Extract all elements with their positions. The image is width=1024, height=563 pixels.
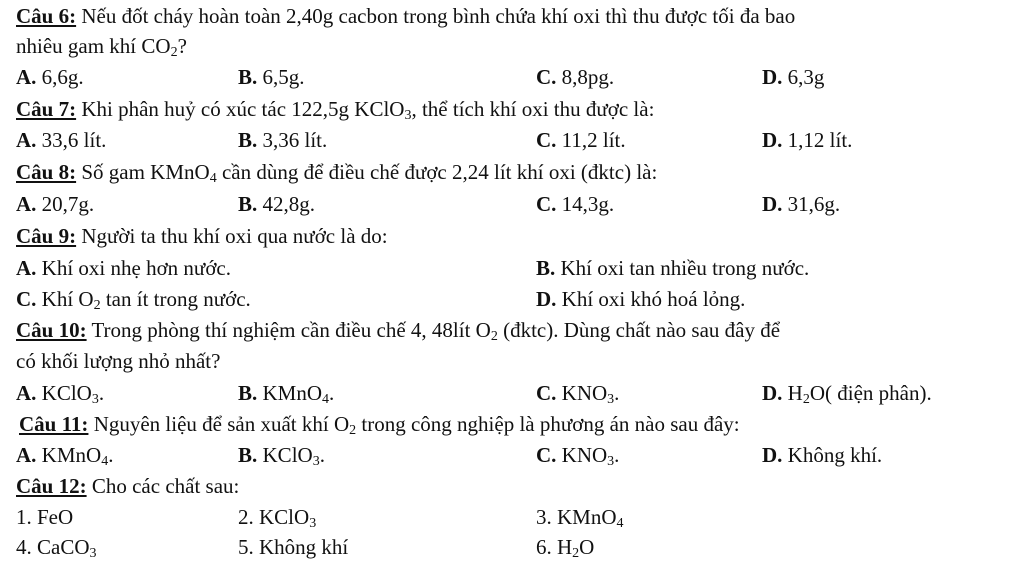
list-item [238, 534, 348, 561]
option-b[interactable] [536, 255, 809, 282]
question-10-text: Trong phòng thí nghiệm cần điều chế 4, 48lít O [86, 318, 491, 342]
subscript: 4 [322, 392, 330, 407]
option-text: 31,6g. [782, 192, 841, 216]
list-item [536, 504, 624, 531]
option-key: C. [536, 65, 557, 89]
option-key: A. [16, 443, 37, 467]
question-6-options [16, 64, 1016, 91]
option-b[interactable] [238, 380, 334, 407]
subscript: 3 [607, 454, 615, 469]
option-key: A. [16, 192, 37, 216]
question-9-text: Người ta thu khí oxi qua nước là do: [76, 224, 388, 248]
option-text: 3,36 lít. [257, 128, 328, 152]
question-12-label: Câu 12: [16, 474, 87, 498]
question-10-line-1 [16, 317, 1016, 344]
option-key: B. [238, 381, 258, 405]
item-text: 5. Không khí [238, 535, 349, 559]
subscript: 2 [490, 329, 498, 344]
option-text: 42,8g. [257, 192, 316, 216]
question-11-text: Nguyên liệu để sản xuất khí O [88, 412, 350, 436]
question-10-text-cont: có khối lượng nhỏ nhất? [16, 349, 221, 373]
question-6-text-end: ? [177, 34, 187, 58]
subscript: 4 [616, 516, 624, 531]
option-text: 8,8pg. [556, 65, 615, 89]
option-text: 6,5g. [257, 65, 305, 89]
item-text: 1. FeO [16, 505, 74, 529]
question-6-label: Câu 6: [16, 4, 77, 28]
option-key: C. [536, 192, 557, 216]
question-7-options [16, 127, 1016, 154]
question-6-text-cont: nhiêu gam khí CO [16, 34, 171, 58]
option-c[interactable] [536, 127, 626, 154]
option-d[interactable] [762, 442, 882, 469]
question-7-text-end: , thể tích khí oxi thu được là: [411, 97, 655, 121]
option-text: KMnO [36, 443, 102, 467]
option-b[interactable] [238, 64, 305, 91]
question-11-options [16, 442, 1016, 469]
option-text: KClO [257, 443, 313, 467]
option-d[interactable] [762, 191, 840, 218]
option-text: Khí oxi khó hoá lỏng. [556, 287, 746, 311]
question-6-line-1 [16, 3, 1016, 30]
subscript: 4 [209, 171, 217, 186]
subscript: 4 [101, 454, 109, 469]
option-d[interactable] [762, 64, 824, 91]
option-text: KClO [36, 381, 92, 405]
option-key: B. [238, 128, 258, 152]
option-key: C. [536, 128, 557, 152]
list-item [238, 504, 316, 531]
subscript: 3 [404, 108, 412, 123]
option-key: A. [16, 128, 37, 152]
option-text: H [782, 381, 803, 405]
question-8-text: Số gam KMnO [76, 160, 210, 184]
item-text-end: O [579, 535, 595, 559]
subscript: 2 [170, 45, 178, 60]
option-key: B. [238, 443, 258, 467]
question-11-line [19, 411, 1016, 438]
question-8-options [16, 191, 1016, 218]
question-7-label: Câu 7: [16, 97, 77, 121]
option-key: A. [16, 65, 37, 89]
option-key: B. [536, 256, 556, 280]
question-8-label: Câu 8: [16, 160, 77, 184]
option-text: KNO [556, 381, 608, 405]
option-text-end: . [614, 381, 620, 405]
item-text: 3. KMnO [536, 505, 617, 529]
option-c[interactable] [536, 442, 619, 469]
option-a[interactable] [16, 442, 113, 469]
option-key: C. [16, 287, 37, 311]
option-text: 20,7g. [36, 192, 95, 216]
option-text: 11,2 lít. [556, 128, 626, 152]
option-key: B. [238, 65, 258, 89]
option-d[interactable] [536, 286, 745, 313]
option-text: Không khí. [782, 443, 883, 467]
question-9-options-row-1 [16, 255, 1016, 282]
option-text: 14,3g. [556, 192, 615, 216]
subscript: 3 [89, 546, 97, 561]
subscript: 2 [572, 546, 580, 561]
question-12-line [16, 473, 1016, 500]
option-text-end: . [614, 443, 620, 467]
option-text-end: O( điện phân). [809, 381, 932, 405]
question-8-line [16, 159, 1016, 186]
option-text: KNO [556, 443, 608, 467]
option-text-end: . [98, 381, 105, 405]
question-12-items-row-2 [16, 534, 1016, 561]
subscript: 3 [91, 392, 99, 407]
option-c[interactable] [16, 286, 251, 313]
question-12-text: Cho các chất sau: [86, 474, 240, 498]
option-a[interactable] [16, 191, 94, 218]
question-12-items-row-1 [16, 504, 1016, 531]
question-9-label: Câu 9: [16, 224, 77, 248]
subscript: 3 [607, 392, 615, 407]
option-key: B. [238, 192, 258, 216]
question-6-line-2 [16, 33, 1016, 60]
list-item [536, 534, 594, 561]
option-text-end: . [319, 443, 325, 467]
question-11-text-end: trong công nghiệp là phương án nào sau đây: [356, 412, 740, 436]
option-d[interactable] [762, 380, 932, 407]
option-text: 33,6 lít. [36, 128, 107, 152]
item-text: 6. H [536, 535, 573, 559]
option-text-end: . [329, 381, 335, 405]
question-7-text: Khi phân huỷ có xúc tác 122,5g KClO [76, 97, 405, 121]
option-text-end: . [108, 443, 114, 467]
question-9-line [16, 223, 1016, 250]
option-a[interactable] [16, 127, 106, 154]
question-10-label: Câu 10: [16, 318, 87, 342]
option-key: C. [536, 443, 557, 467]
option-c[interactable] [536, 380, 619, 407]
subscript: 3 [312, 454, 320, 469]
option-text: 6,6g. [36, 65, 84, 89]
item-text: 2. KClO [238, 505, 310, 529]
option-b[interactable] [238, 442, 325, 469]
option-key: D. [762, 381, 783, 405]
option-key: D. [762, 192, 783, 216]
option-text: 6,3g [782, 65, 825, 89]
option-text: KMnO [257, 381, 323, 405]
option-c[interactable] [536, 191, 614, 218]
list-item [16, 504, 73, 531]
question-10-line-2 [16, 348, 1016, 375]
option-c[interactable] [536, 64, 614, 91]
question-11-label: Câu 11: [19, 412, 89, 436]
option-key: D. [536, 287, 557, 311]
question-6-text: Nếu đốt cháy hoàn toàn 2,40g cacbon trong bình chứa khí oxi thì thu được tối đa bao [76, 4, 796, 28]
option-text: Khí oxi tan nhiều trong nước. [555, 256, 810, 280]
subscript: 2 [349, 423, 357, 438]
option-key: C. [536, 381, 557, 405]
option-text-end: tan ít trong nước. [100, 287, 251, 311]
option-key: A. [16, 256, 37, 280]
option-text: Khí O [36, 287, 94, 311]
option-a[interactable] [16, 380, 104, 407]
option-b[interactable] [238, 127, 327, 154]
option-key: A. [16, 381, 37, 405]
option-b[interactable] [238, 191, 315, 218]
subscript: 2 [802, 392, 810, 407]
question-10-text-end: (đktc). Dùng chất nào sau đây để [497, 318, 781, 342]
option-d[interactable] [762, 127, 852, 154]
option-key: D. [762, 443, 783, 467]
option-text: Khí oxi nhẹ hơn nước. [36, 256, 231, 280]
item-text: 4. CaCO [16, 535, 90, 559]
subscript: 2 [93, 298, 101, 313]
question-9-options-row-2 [16, 286, 1016, 313]
option-text: 1,12 lít. [782, 128, 853, 152]
option-a[interactable] [16, 64, 84, 91]
question-7-line [16, 96, 1016, 123]
subscript: 3 [309, 516, 317, 531]
option-a[interactable] [16, 255, 231, 282]
option-key: D. [762, 65, 783, 89]
question-10-options [16, 380, 1016, 407]
list-item [16, 534, 97, 561]
question-8-text-end: cần dùng để điều chế được 2,24 lít khí oxi (đktc) là: [216, 160, 658, 184]
option-key: D. [762, 128, 783, 152]
